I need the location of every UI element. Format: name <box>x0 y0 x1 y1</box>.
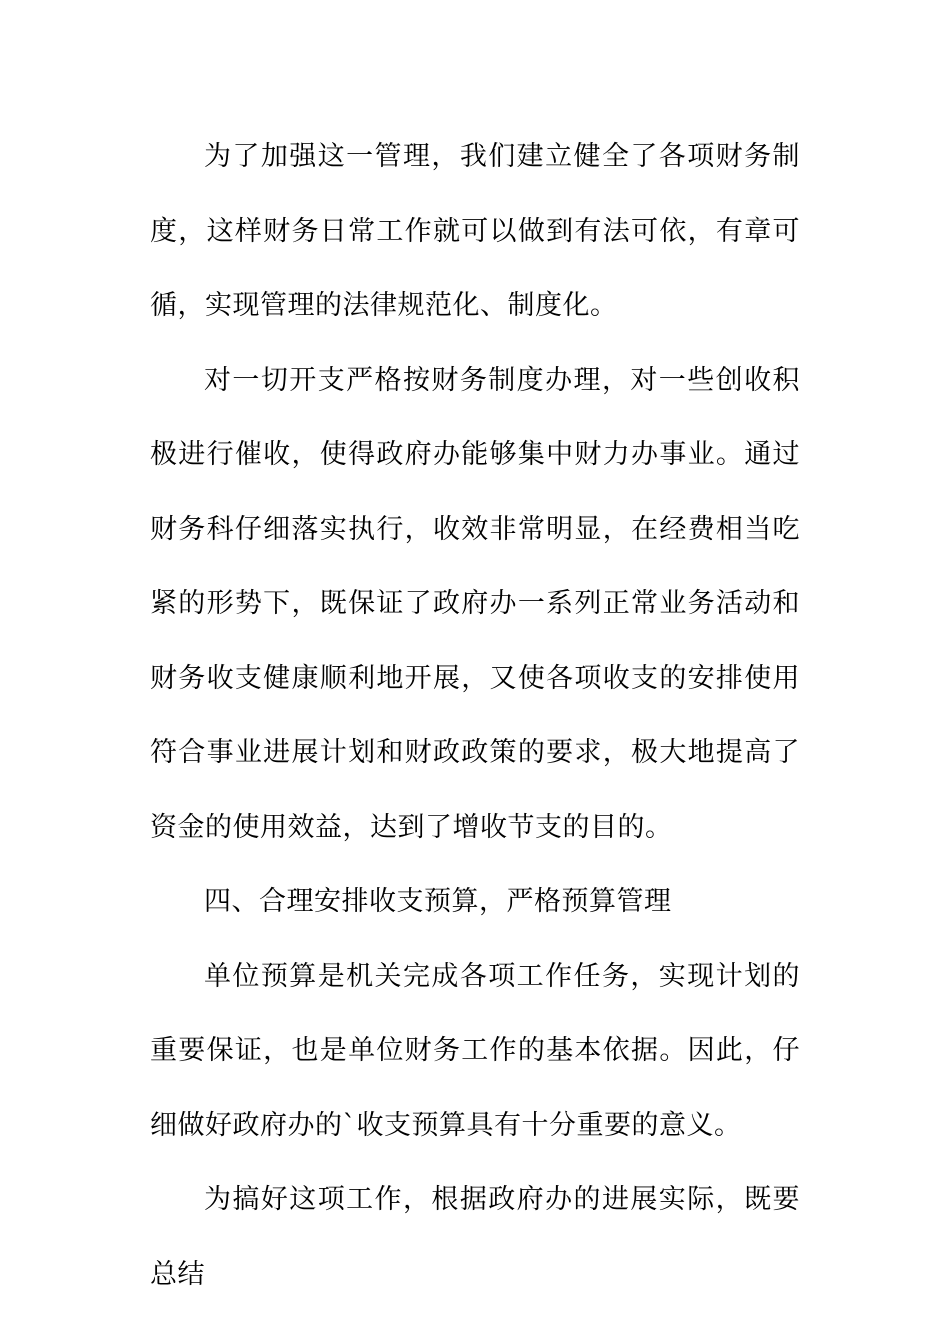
paragraph-financial-system: 为了加强这一管理，我们建立健全了各项财务制度，这样财务日常工作就可以做到有法可依，有章可循，实现管理的法律规范化、制度化。 <box>150 141 800 321</box>
paragraph-unit-budget: 单位预算是机关完成各项工作任务，实现计划的重要保证，也是单位财务工作的基本依据。因此，仔细做好政府办的`收支预算具有十分重要的意义。 <box>150 960 800 1141</box>
section-heading-budget: 四、合理安排收支预算，严格预算管理 <box>204 886 672 917</box>
document-body <box>150 120 800 1312</box>
paragraph-budget-work: 为搞好这项工作，根据政府办的进展实际，既要总结 <box>150 1184 800 1290</box>
paragraph-expenditure-management: 对一切开支严格按财务制度办理，对一些创收积极进行催收，使得政府办能够集中财力办事业。通过财务科仔细落实执行，收效非常明显，在经费相当吃紧的形势下，既保证了政府办一系列正常业务活动和财务收支健康顺利地开展，又使各项收支的安排使用符合事业进展计划和财政政策的要求，极大地提高了资金的使用效益，达到了增收节支的目的。 <box>150 364 800 843</box>
